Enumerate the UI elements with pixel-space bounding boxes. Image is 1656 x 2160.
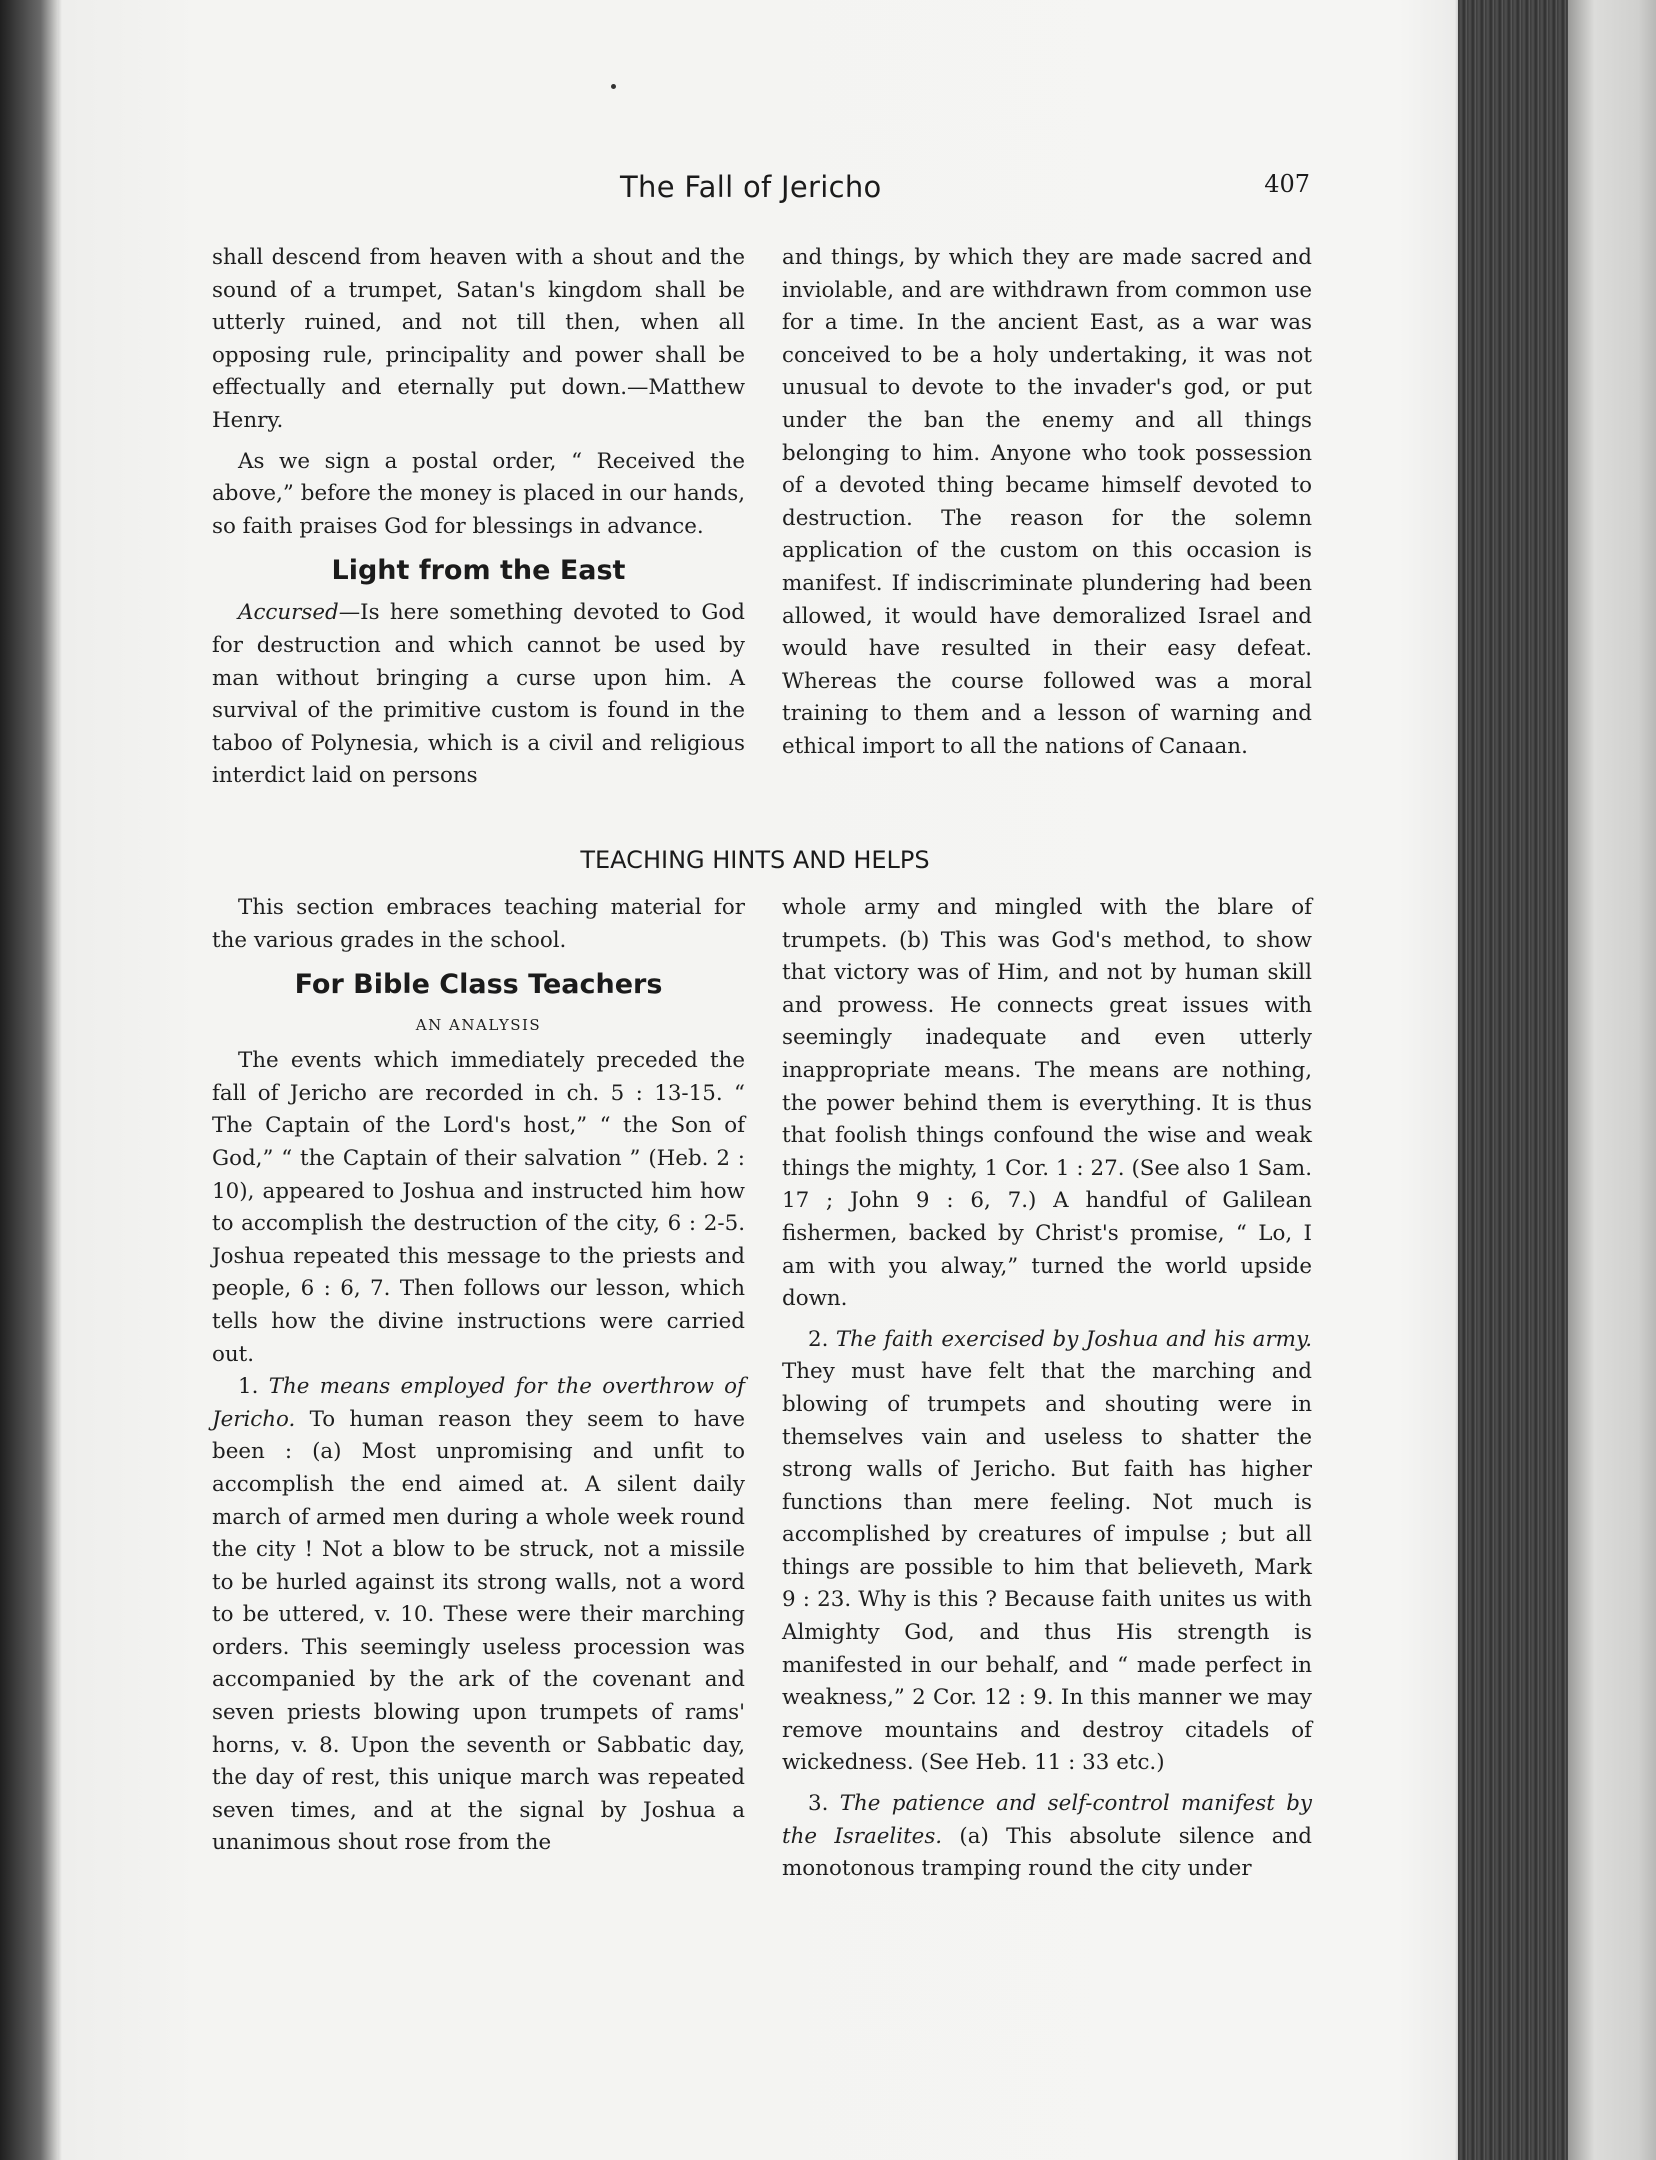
top-left-column	[212, 242, 745, 793]
term: Accursed	[238, 600, 339, 626]
paragraph	[782, 1324, 1312, 1780]
paragraph	[782, 1788, 1312, 1886]
paragraph: As we sign a postal order, “ Received the above,” before the money is placed in our hands, so faith praises God for blessings in advance.	[212, 448, 745, 539]
bottom-left-column	[212, 892, 745, 1860]
paragraph: shall descend from heaven with a shout and the sound of a trumpet, Satan's kingdom shall be utterly ruined, and not till then, when all opposing rule, principality and power shall be effectually and eternally put down.—Matthew Henry.	[212, 245, 745, 433]
point-number: 3.	[808, 1791, 829, 1817]
paragraph: whole army and mingled with the blare of trumpets. (b) This was God's method, to show that victory was of Him, and not by human skill and prowess. He connects great issues with seemingly inadequate and even utterly inappropriate means. The means are nothing, the power behind them is everything. It is thus that foolish things confound the wise and weak things the mighty, 1 Cor. 1 : 27. (See also 1 Sam. 17 ; John 9 : 6, 7.) A handful of Galilean fishermen, backed by Christ's promise, “ Lo, I am with you alway,” turned the world upside down.	[782, 895, 1312, 1312]
section-heading: For Bible Class Teachers	[294, 969, 663, 1001]
point-text: To human reason they seem to have been : (a) Most unpromising and unfit to accomplish the end aimed at. A silent daily march of armed men during a whole week round the city ! Not a blow to be struck, not a missile to be hurled against its strong walls, not a word to be uttered, v. 10. These were their marching orders. This seemingly useless procession was accompanied by the ark of the covenant and seven priests blowing upon trumpets of rams' horns, v. 8. Upon the seventh or Sabbatic day, the day of rest, this unique march was repeated seven times, and at the signal by Joshua a unanimous shout rose from the	[212, 1406, 745, 1856]
bottom-right-column	[782, 892, 1312, 1886]
point-title: The means employed for the overthrow of Jericho.	[212, 1374, 745, 1432]
paragraph	[212, 597, 745, 793]
subheading: AN ANALYSIS	[415, 1016, 542, 1035]
section-heading: Light from the East	[331, 555, 626, 587]
point-number: 1.	[238, 1374, 259, 1400]
ink-speck	[611, 84, 616, 89]
paragraph: This section embraces teaching material for the various grades in the school.	[212, 895, 745, 953]
binding-shadow	[0, 0, 58, 2160]
page-stack-edge	[1458, 0, 1568, 2160]
paragraph: and things, by which they are made sacred and inviolable, and are withdrawn from common use for a time. In the ancient East, as a war was conceived to be a holy undertaking, it was not unusual to devote to the invader's god, or put under the ban the enemy and all things belonging to him. Anyone who took possession of a devoted thing became himself devoted to destruction. The reason for the solemn application of the custom on this occasion is manifest. If indiscriminate plundering had been allowed, it would have demoralized Israel and would have resulted in their easy defeat. Whereas the course followed was a moral training to them and a lesson of warning and ethical import to all the nations of Canaan.	[782, 245, 1312, 759]
top-right-column	[782, 242, 1312, 764]
point-title: The faith exercised by Joshua and his army.	[835, 1326, 1312, 1352]
page-number: 407	[1264, 170, 1310, 198]
section-title: TEACHING HINTS AND HELPS	[580, 846, 930, 874]
page-title: The Fall of Jericho	[620, 170, 882, 204]
point-title: The patience and self-control manifest by the Israelites.	[782, 1791, 1312, 1849]
paragraph: The events which immediately preceded the fall of Jericho are recorded in ch. 5 : 13-15. “ The Captain of the Lord's host,” “ the Son of God,” “ the Captain of their salvation ” (Heb. 2 : 10), appeared to Joshua and instructed him how to accomplish the destruction of the city, 6 : 2-5. Joshua repeated this message to the priests and people, 6 : 6, 7. Then follows our lesson, which tells how the divine instructions were carried out.	[212, 1048, 745, 1367]
running-head	[200, 170, 1310, 210]
definition: —Is here something devoted to God for destruction and which cannot be used by man without bringing a curse upon him. A survival of the primitive custom is found in the taboo of Polynesia, which is a civil and religious interdict laid on persons	[212, 600, 745, 789]
paragraph	[212, 1371, 745, 1860]
point-number: 2.	[808, 1326, 829, 1352]
point-text: They must have felt that the marching and blowing of trumpets and shouting were in themselves vain and useless to shatter the strong walls of Jericho. But faith has higher functions than mere feeling. Not much is accomplished by creatures of impulse ; but all things are possible to him that believeth, Mark 9 : 23. Why is this ? Because faith unites us with Almighty God, and thus His strength is manifested in our behalf, and “ made perfect in weakness,” 2 Cor. 12 : 9. In this manner we may remove mountains and destroy citadels of wickedness. (See Heb. 11 : 33 etc.)	[782, 1359, 1312, 1776]
point-text: (a) This absolute silence and monotonous tramping round the city under	[782, 1823, 1312, 1882]
book-cover-edge	[1568, 0, 1656, 2160]
